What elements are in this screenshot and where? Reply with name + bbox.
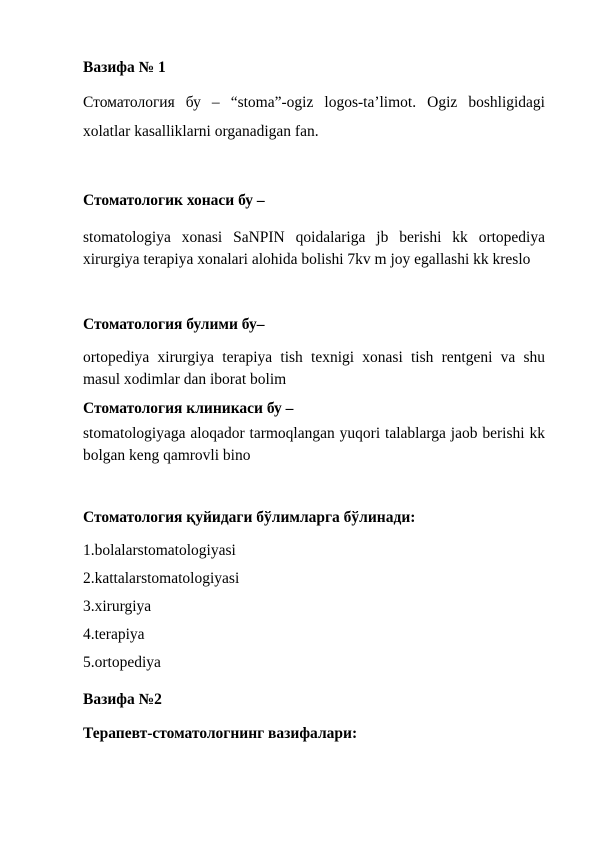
list-item: 1.bolalarstomatologiyasi: [83, 542, 236, 559]
task1-heading: Вазифа № 1: [83, 59, 166, 76]
divisions-heading: Стоматология қуйидаги бўлимларга бўлинади:: [83, 509, 416, 526]
list-item: 2.kattalarstomatologiyasi: [83, 570, 240, 587]
department-description: ortopediya xirurgiya terapiya tish texnigi xonasi tish rentgeni va shu masul xodimlar dan iborat bolim: [83, 349, 545, 388]
therapist-duties-heading: Терапевт-стоматологнинг вазифалари:: [83, 725, 358, 742]
clinic-heading: Стоматология клиникаси бу –: [83, 400, 294, 417]
list-item: 3.xirurgiya: [83, 598, 152, 615]
divisions-list: [83, 540, 545, 680]
stomatology-definition: Стоматология бу – “stoma”-ogiz logos-ta’limot. Ogiz boshligidagi xolatlar kasalliklarni organadigan fan.: [83, 94, 545, 140]
room-description: stomatologiya xonasi SaNPIN qoidalariga jb berishi kk ortopediya xirurgiya terapiya xonalari alohida bolishi 7kv m joy egallashi kk kreslo: [83, 229, 545, 268]
list-item: 4.terapiya: [83, 626, 145, 643]
list-item: 5.ortopediya: [83, 654, 161, 671]
clinic-description: stomatologiyaga aloqador tarmoqlangan yuqori talablarga jaob berishi kk bolgan keng qamrovli bino: [83, 425, 545, 464]
room-heading: Стоматологик хонаси бу –: [83, 192, 265, 209]
department-heading: Стоматология булими бу–: [83, 316, 265, 333]
task2-heading: Вазифа №2: [83, 691, 162, 708]
